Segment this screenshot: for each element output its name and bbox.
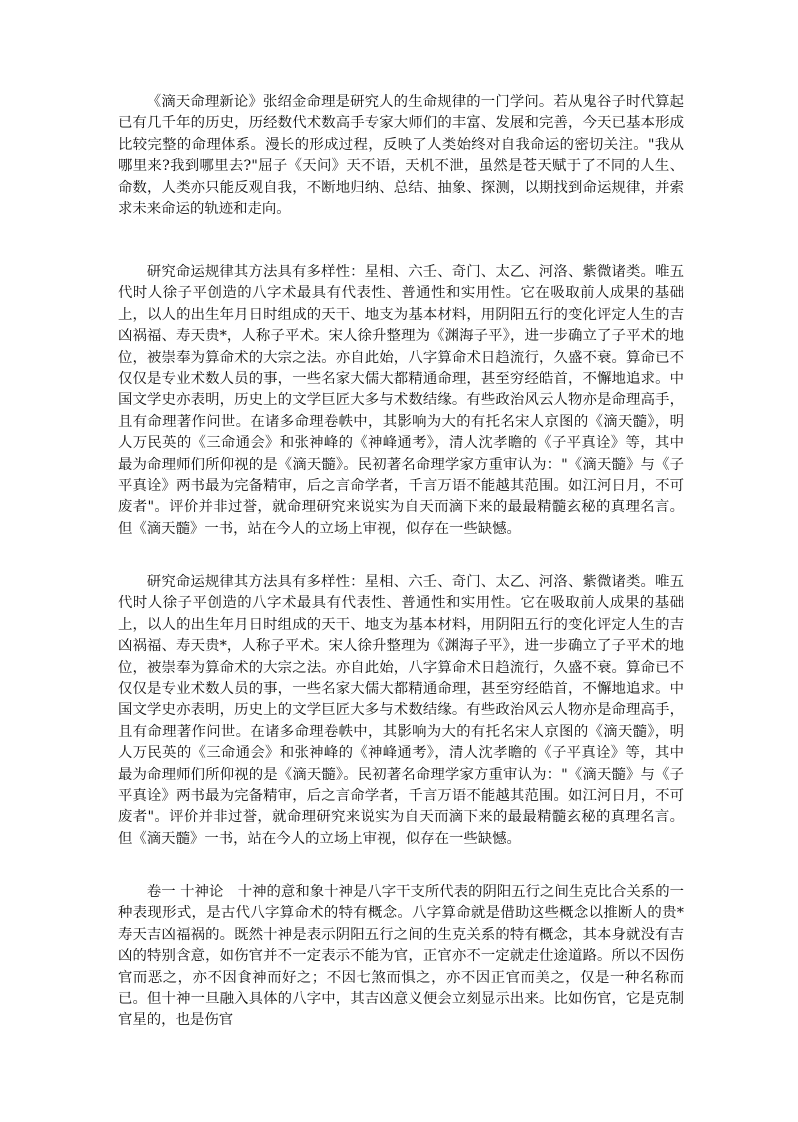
paragraph-ten-gods: 卷一 十神论 十神的意和象十神是八字干支所代表的阴阳五行之间生克比合关系的一种表现形式，是古代八字算命术的特有概念。八字算命就是借助这些概念以推断人的贵*寿天吉凶福祸的。既然十神是表示阴阳五行之间的生克关系的特有概念，其本身就没有吉凶的特别含意，如伤官并不一定表示不能为官，正官亦不一定就走仕途道路。所以不因伤官而恶之，亦不因食神而好之；不因七煞而惧之，亦不因正官而美之，仅是一种名称而已。但十神一旦融入具体的八字中，其吉凶意义便会立刻显示出来。比如伤官，它是克制官星的，也是伤官	[118, 884, 684, 1029]
paragraph-methods-repeat: 研究命运规律其方法具有多样性：星相、六壬、奇门、太乙、河洛、紫微诸类。唯五代时人徐子平创造的八字术最具有代表性、普通性和实用性。它在吸取前人成果的基础上，以人的出生年月日时组成的天干、地支为基本材料，用阴阳五行的变化评定人生的吉凶祸福、寿天贵*，人称子平术。宋人徐升整理为《渊海子平》，进一步确立了子平术的地位，被崇奉为算命术的大宗之法。亦自此始，八字算命术日趋流行，久盛不衰。算命已不仅仅是专业术数人员的事，一些名家大儒大都精通命理，甚至穷经皓首，不懈地追求。中国文学史亦表明，历史上的文学巨匠大多与术数结缘。有些政治风云人物亦是命理高手，且有命理著作问世。在诸多命理卷帙中，其影响为大的有托名宋人京图的《滴天髓》，明人万民英的《三命通会》和张神峰的《神峰通考》，清人沈孝瞻的《子平真诠》等，其中最为命理师们所仰视的是《滴天髓》。民初著名命理学家方重审认为："《滴天髓》与《子平真诠》两书最为完备精审，后之言命学者，千言万语不能越其范围。如江河日月，不可废者"。评价并非过誉，就命理研究来说实为自天而滴下来的最最精髓玄秘的真理名言。但《滴天髓》一书，站在今人的立场上审视，似存在一些缺憾。	[118, 574, 684, 847]
paragraph-methods: 研究命运规律其方法具有多样性：星相、六壬、奇门、太乙、河洛、紫微诸类。唯五代时人徐子平创造的八字术最具有代表性、普通性和实用性。它在吸取前人成果的基础上，以人的出生年月日时组成的天干、地支为基本材料，用阴阳五行的变化评定人生的吉凶祸福、寿天贵*，人称子平术。宋人徐升整理为《渊海子平》，进一步确立了子平术的地位，被崇奉为算命术的大宗之法。亦自此始，八字算命术日趋流行，久盛不衰。算命已不仅仅是专业术数人员的事，一些名家大儒大都精通命理，甚至穷经皓首，不懈地追求。中国文学史亦表明，历史上的文学巨匠大多与术数结缘。有些政治风云人物亦是命理高手，且有命理著作问世。在诸多命理卷帙中，其影响为大的有托名宋人京图的《滴天髓》，明人万民英的《三命通会》和张神峰的《神峰通考》，清人沈孝瞻的《子平真诠》等，其中最为命理师们所仰视的是《滴天髓》。民初著名命理学家方重审认为："《滴天髓》与《子平真诠》两书最为完备精审，后之言命学者，千言万语不能越其范围。如江河日月，不可废者"。评价并非过誉，就命理研究来说实为自天而滴下来的最最精髓玄秘的真理名言。但《滴天髓》一书，站在今人的立场上审视，似存在一些缺憾。	[118, 264, 684, 537]
paragraph-intro: 《滴天命理新论》张绍金命理是研究人的生命规律的一门学问。若从鬼谷子时代算起已有几千年的历史，历经数代术数高手专家大师们的丰富、发展和完善，今天已基本形成比较完整的命理体系。漫长的形成过程，反映了人类始终对自我命运的密切关注。"我从哪里来?我到哪里去?"屈子《天问》天不语，天机不泄，虽然是苍天赋于了不同的人生、命数，人类亦只能反观自我，不断地归纳、总结、抽象、探测，以期找到命运规律，并索求未来命运的轨迹和走向。	[118, 94, 684, 218]
